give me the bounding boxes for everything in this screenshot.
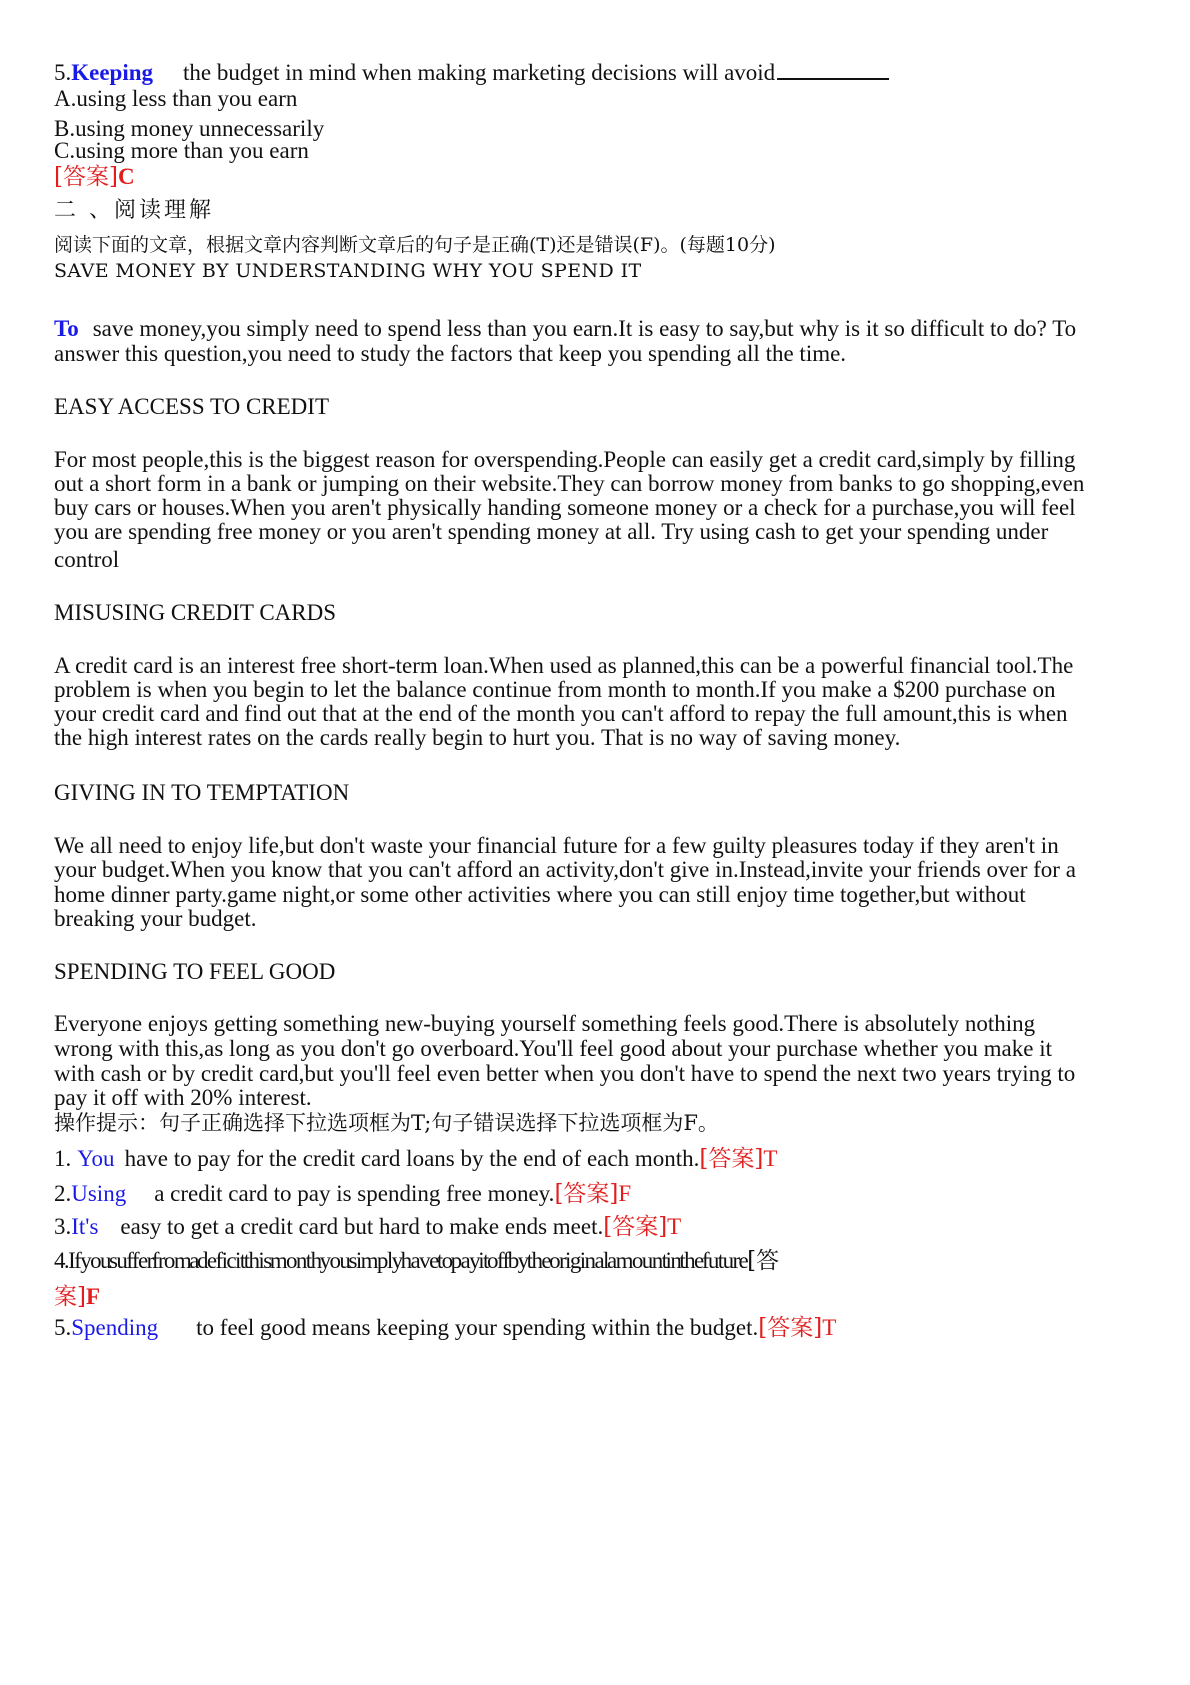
paragraph-line: problem is when you begin to let the balance continue from month to month.If you make a $200 purchase on <box>54 677 1056 702</box>
paragraph-line: the high interest rates on the cards really begin to hurt you. That is no way of saving money. <box>54 725 901 750</box>
paragraph-line: home dinner party.game night,or some other activities where you can still enjoy time together,but without <box>54 882 1026 907</box>
paragraph-line: breaking your budget. <box>54 906 257 931</box>
paragraph-line: pay it off with 20% interest. <box>54 1085 312 1110</box>
answer-label: [答案] <box>603 1214 668 1240</box>
operation-tip: 操作提示：句子正确选择下拉选项框为T;句子错误选择下拉选项框为F。 <box>54 1111 719 1135</box>
question-number: 5. <box>54 1315 72 1340</box>
q5-number: 5. <box>54 60 72 85</box>
intro-line-1 <box>54 316 1076 342</box>
q5-answer-value: C <box>117 164 135 189</box>
q5-lead-word[interactable]: Keeping <box>71 60 154 85</box>
paragraph-line: your credit card and find out that at the end of the month you can't afford to repay the full amount,this is when <box>54 701 1068 726</box>
question-number: 2. <box>54 1181 72 1206</box>
answer-value: F <box>85 1284 101 1309</box>
answer-label: [答案] <box>699 1146 764 1172</box>
q5-answer-blank[interactable] <box>777 58 889 80</box>
q5-answer-label: [答案] <box>54 164 118 190</box>
passage-title: SAVE MONEY BY UNDERSTANDING WHY YOU SPEND IT <box>54 260 642 282</box>
section-heading-misusing-credit: MISUSING CREDIT CARDS <box>54 600 337 625</box>
paragraph-line: We all need to enjoy life,but don't waste your financial future for a few guilty pleasures today if they aren't in <box>54 833 1059 858</box>
q5-stem-text: the budget in mind when making marketing decisions will avoid <box>183 60 776 85</box>
section-heading-feel-good: SPENDING TO FEEL GOOD <box>54 959 336 984</box>
section-heading-easy-access: EASY ACCESS TO CREDIT <box>54 394 329 419</box>
q5-option-b: B.using money unnecessarily <box>54 116 325 141</box>
answer-label: [答案] <box>554 1181 619 1207</box>
question-number: 4. <box>54 1248 69 1273</box>
question-4 <box>54 1248 779 1274</box>
question-4-answer <box>54 1284 100 1310</box>
q5-answer <box>54 164 135 190</box>
question-text: to feel good means keeping your spending within the budget. <box>196 1315 759 1340</box>
section-heading: 二 、阅读理解 <box>54 198 214 223</box>
paragraph-line: with cash or by credit card,but you'll feel even better when you don't have to spend the next two years trying to <box>54 1061 1076 1086</box>
answer-label: [答案] <box>758 1315 823 1341</box>
intro-lead-word[interactable]: To <box>54 316 79 341</box>
answer-value: T <box>763 1146 778 1171</box>
question-5 <box>54 1315 836 1341</box>
question-2-select[interactable]: Using <box>71 1181 127 1206</box>
intro-line-2: answer this question,you need to study the factors that keep you spending all the time. <box>54 341 847 366</box>
question-1 <box>54 1146 777 1172</box>
answer-label: 案] <box>54 1284 86 1310</box>
q5-option-c: C.using more than you earn <box>54 138 309 163</box>
section-instructions: 阅读下面的文章，根据文章内容判断文章后的句子是正确(T)还是错误(F)。(每题10分) <box>54 234 776 256</box>
question-5-select[interactable]: Spending <box>71 1315 159 1340</box>
question-text: easy to get a credit card but hard to make ends meet. <box>120 1214 604 1239</box>
section-heading-temptation: GIVING IN TO TEMPTATION <box>54 780 350 805</box>
answer-value: F <box>618 1181 632 1206</box>
question-text: a credit card to pay is spending free money. <box>154 1181 555 1206</box>
question-3 <box>54 1214 681 1240</box>
paragraph-line: A credit card is an interest free short-term loan.When used as planned,this can be a powerful financial tool.The <box>54 653 1074 678</box>
paragraph-line: For most people,this is the biggest reason for overspending.People can easily get a credit card,simply by filling <box>54 447 1076 472</box>
question-2 <box>54 1181 631 1207</box>
q5-stem <box>54 58 889 86</box>
answer-value: T <box>667 1214 682 1239</box>
question-4-select[interactable]: If <box>68 1248 81 1273</box>
paragraph-line: Everyone enjoys getting something new-buying yourself something feels good.There is absolutely nothing <box>54 1011 1036 1036</box>
question-number: 3. <box>54 1214 72 1239</box>
paragraph-line: you are spending free money or you aren't spending money at all. Try using cash to get your spending under <box>54 519 1049 544</box>
question-text: you suffer from a deficit this month you simply have to pay it off by the original amount in the future <box>80 1248 748 1273</box>
q5-option-a: A.using less than you earn <box>54 86 298 111</box>
question-1-select[interactable]: You <box>77 1146 115 1171</box>
question-3-select[interactable]: It's <box>71 1214 99 1239</box>
question-number: 1. <box>54 1146 72 1171</box>
intro-text-1: save money,you simply need to spend less than you earn.It is easy to say,but why is it so difficult to do? To <box>92 316 1077 341</box>
paragraph-line: your budget.When you know that you can't afford an activity,don't give in.Instead,invite your friends over for a <box>54 857 1076 882</box>
paragraph-line: control <box>54 547 120 572</box>
paragraph-line: out a short form in a bank or jumping on their website.They can borrow money from banks to go shopping,even <box>54 471 1085 496</box>
answer-value: T <box>822 1315 837 1340</box>
answer-label: [答 <box>747 1248 780 1274</box>
paragraph-line: wrong with this,as long as you don't go overboard.You'll feel good about your purchase whether you make it <box>54 1036 1052 1061</box>
paragraph-line: buy cars or houses.When you aren't physically handing someone money or a check for a purchase,you will feel <box>54 495 1076 520</box>
question-text: have to pay for the credit card loans by the end of each month. <box>124 1146 700 1171</box>
